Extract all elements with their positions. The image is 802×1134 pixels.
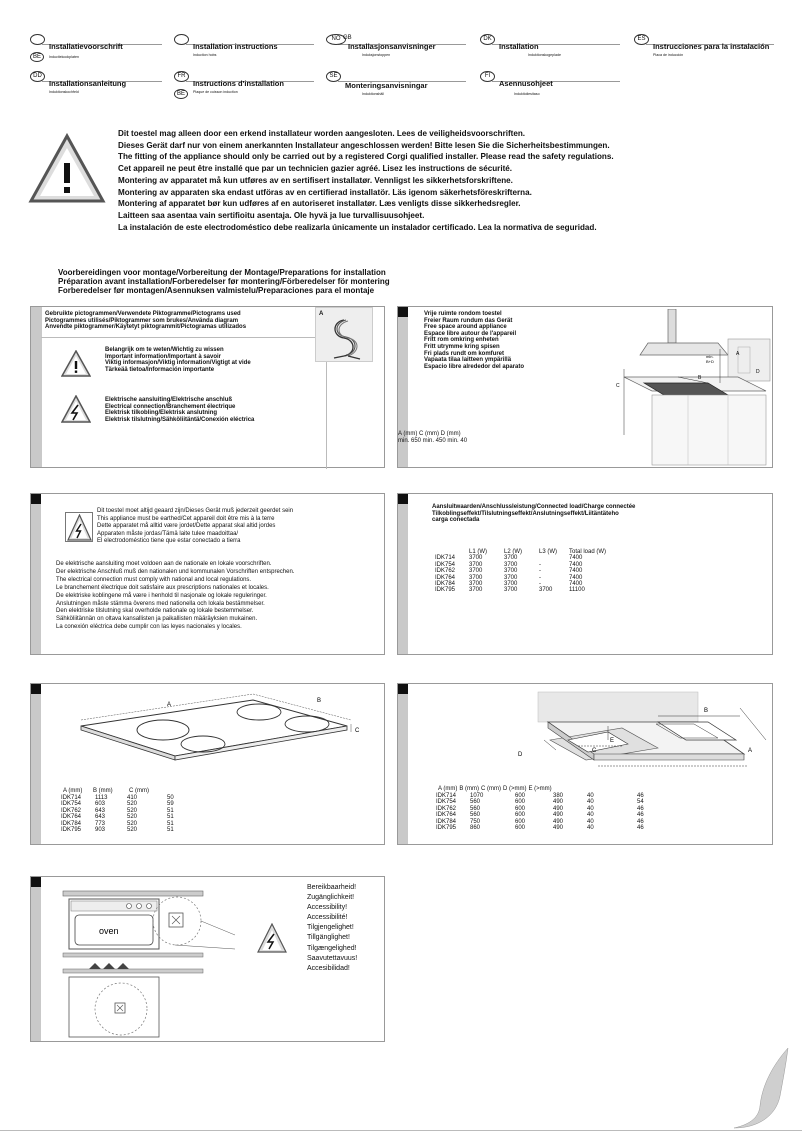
lang-header-nl xyxy=(30,40,162,68)
table-cell: IDK784 xyxy=(436,818,457,825)
table-cell: 7400 xyxy=(569,561,583,568)
column-header: B (mm) xyxy=(459,786,480,792)
table-cell: 600 xyxy=(515,818,526,825)
regulation-line: De elektrische aansluiting moet voldoen aan de nationale en lokale voorschriften. xyxy=(56,561,272,567)
cable-image xyxy=(315,307,373,362)
electrical-regulations xyxy=(56,561,294,632)
accessibility-line: Bereikbaarheid! xyxy=(307,884,357,891)
lang-title: Installationsanleitung xyxy=(49,79,127,88)
lang-subtitle: Induktionskochfeld xyxy=(49,90,79,94)
electrical-line: Electrical connection/Branchement électrique xyxy=(105,403,236,410)
column-header: C (mm) xyxy=(481,786,502,792)
panel-marker xyxy=(31,494,41,504)
accessibility-line: Accessibility! xyxy=(307,904,348,912)
lang-subtitle: Inductiekookplaten xyxy=(49,55,79,59)
language-badge xyxy=(174,34,189,45)
table-cell: 46 xyxy=(637,805,644,812)
lang-header-fi xyxy=(480,73,620,105)
table-cell: 3700 xyxy=(469,581,483,588)
table-cell: 560 xyxy=(470,805,481,812)
free-space-dims-values: min. 650 min. 450 min. 40 xyxy=(398,437,468,444)
table-cell: 51 xyxy=(167,827,174,834)
language-badge: NO xyxy=(326,34,346,45)
preparations-line: Forberedelser før montagen/Asennuksen valmistelu/Preparaciones para el montaje xyxy=(58,286,375,295)
hob-dimension-diagram xyxy=(71,690,371,778)
lang-subtitle: Induction hobs xyxy=(193,53,217,57)
preparations-line: Préparation avant installation/Forberedelser før montering/Förberedelser för montering xyxy=(58,277,390,286)
preparations-line: Voorbereidingen voor montage/Vorbereitung der Montage/Preparations for installation xyxy=(58,268,386,277)
table-cell: 7400 xyxy=(569,568,583,575)
lang-subtitle: Plaque de cuisson induction xyxy=(193,90,238,94)
warning-line: Montering av apparaten ska endast utföras av en certifierad installatör. Läs igenom säkerhetsföreskrifterna. xyxy=(118,187,532,197)
accessibility-line: Tilgængelighed! xyxy=(307,944,357,952)
earthing-panel xyxy=(30,493,385,655)
table-cell: 520 xyxy=(127,827,138,834)
table-cell: 3700 xyxy=(469,587,483,594)
table-cell: IDK762 xyxy=(436,805,457,812)
table-cell: 3700 xyxy=(504,574,518,581)
table-cell: 520 xyxy=(127,814,138,821)
diagram-label-bd: B+D xyxy=(706,359,714,364)
diagram-label-b: B xyxy=(704,708,709,714)
earthing-line: Dette apparatet må alltid være jordet/Dette apparat skal altid jordes xyxy=(97,523,276,530)
diagram-label-a: A xyxy=(748,748,753,754)
panel-side-bar xyxy=(31,494,41,654)
earthing-icon-frame xyxy=(65,512,93,542)
table-cell: 3700 xyxy=(504,581,518,588)
hob-dimensions-panel xyxy=(30,683,385,845)
free-space-line: Espace libre autour de l'appareil xyxy=(424,330,517,337)
important-info-icon xyxy=(61,350,91,377)
table-cell: IDK784 xyxy=(435,581,456,588)
electrical-line: Elektrische aansluiting/Elektrische anschluß xyxy=(105,397,233,403)
warning-line: Montering af apparatet bør kun udføres af en autoriseret installatør. Læs venligts disse sikkerhedsregler. xyxy=(118,199,521,209)
table-cell: 490 xyxy=(553,805,564,812)
column-header: A (mm) xyxy=(438,786,458,792)
free-space-dims xyxy=(398,431,467,444)
cutout-dimensions-table xyxy=(436,786,554,792)
language-badge: FI xyxy=(480,71,495,82)
cutout-dimension-diagram xyxy=(508,688,772,784)
table-cell: 903 xyxy=(95,827,106,834)
free-space-line: Fritt utrymme kring spisen xyxy=(424,343,500,350)
warning-line: Montering av apparatet må kun utføres av en sertifisert installatør. Vennligst les sikkerhetsforskriftene. xyxy=(118,175,513,185)
important-info-line: Important information/Important à savoir xyxy=(105,353,222,360)
warning-line: The fitting of the appliance should only be carried out by a registered Corgi qualified installer. Please read the safety regulations. xyxy=(118,152,614,162)
column-header xyxy=(169,788,171,794)
accessibility-panel xyxy=(30,876,385,1042)
table-cell: 490 xyxy=(553,818,564,825)
connected-load-panel xyxy=(397,493,773,655)
regulation-line: Der elektrische Anschluß muß den nationalen und kommunalen Vorschriften entsprechen. xyxy=(56,568,295,575)
table-cell: 600 xyxy=(515,825,526,832)
table-cell: 40 xyxy=(587,793,594,799)
table-cell: 600 xyxy=(515,812,526,819)
table-cell: IDK795 xyxy=(435,587,456,594)
lang-subtitle: Induktionshäll xyxy=(362,92,384,96)
regulation-line: De elektriske koblingene må være i henhold til nasjonale og lokale reguleringer. xyxy=(56,592,267,599)
table-cell: 7400 xyxy=(569,581,583,588)
table-cell: IDK762 xyxy=(435,568,456,575)
oven-label: oven xyxy=(99,926,119,936)
table-cell: 520 xyxy=(127,801,138,808)
lang-header-gb xyxy=(174,40,314,68)
diagram-label-d: D xyxy=(518,752,523,758)
table-cell: 520 xyxy=(127,820,138,827)
table-cell: 3700 xyxy=(504,568,518,575)
table-cell: 3700 xyxy=(469,568,483,575)
warning-line: Dit toestel mag alleen door een erkend installateur worden aangesloten. Lees de veiligheidsvoorschriften. xyxy=(118,129,526,138)
earthing-notice xyxy=(97,508,293,546)
accessibility-text xyxy=(307,883,357,974)
table-cell: 51 xyxy=(167,814,174,821)
connected-load-heading-line: Aansluitwaarden/Anschlussleistung/Connected load/Charge connectée xyxy=(432,504,636,510)
table-cell: 3700 xyxy=(539,587,553,594)
connected-load-heading-line: Tilkoblingseffekt/Tilslutningseffekt/Anslutningseffekt/Liitäntäteho xyxy=(432,510,619,517)
table-cell: - xyxy=(539,561,541,568)
table-cell: 3700 xyxy=(504,587,518,594)
earthing-line: Dit toestel moet altijd geaard zijn/Dieses Gerät muß jederzeit geerdet sein xyxy=(97,508,294,514)
electrical-line: Elektrisk tilkobling/Elektrisk anslutning xyxy=(105,410,218,417)
table-cell: 410 xyxy=(127,795,138,801)
panel-marker xyxy=(398,684,408,694)
column-header: A (mm) xyxy=(63,788,83,794)
table-cell: IDK714 xyxy=(61,795,82,801)
lang-title: Installatievoorschrift xyxy=(49,42,123,51)
important-info-line: Viktig informasjon/Viktig information/Vigtigt at vide xyxy=(105,360,251,367)
electrical-connection-text xyxy=(105,397,254,423)
table-cell: 3700 xyxy=(504,555,518,562)
cable-label: A xyxy=(319,311,324,317)
language-badge: DK xyxy=(480,34,495,45)
electrical-line: Elektrisk tilslutning/Sähköliitäntä/Conexión eléctrica xyxy=(105,416,255,423)
accessibility-line: Tillgänglighet! xyxy=(307,934,350,942)
table-cell: - xyxy=(539,574,541,581)
lang-header-se xyxy=(326,73,466,105)
regulation-line: Le branchement électrique doit satisfaire aux prescriptions nationales et locales. xyxy=(56,584,269,591)
table-cell: 750 xyxy=(470,818,481,825)
oven-accessibility-diagram xyxy=(59,883,239,1041)
electrical-hazard-icon xyxy=(61,395,91,423)
table-cell: IDK754 xyxy=(61,801,82,808)
bottom-rule xyxy=(0,1130,802,1131)
earthing-line: El electrodoméstico tiene que estar conectado a tierra xyxy=(97,538,241,545)
diagram-label-a: A xyxy=(167,702,172,708)
lang-subtitle: Induktioliesitaso xyxy=(514,92,540,96)
table-cell: IDK764 xyxy=(61,814,82,821)
lang-title: Instrucciones para la instalación xyxy=(653,42,770,51)
language-badge: ES xyxy=(634,34,649,45)
electrical-hazard-icon xyxy=(257,923,287,953)
lang-title: Installasjonsanvisninger xyxy=(348,42,436,51)
diagram-label-c: C xyxy=(592,748,597,754)
table-cell: IDK784 xyxy=(61,820,82,827)
panel-marker xyxy=(31,684,41,694)
table-cell: - xyxy=(539,581,541,588)
table-cell: 490 xyxy=(553,812,564,819)
panel-side-bar xyxy=(398,684,408,844)
hob-dimensions-table xyxy=(61,788,171,794)
table-cell: 600 xyxy=(515,799,526,806)
lang-title: Installation instructions xyxy=(193,42,278,51)
column-header: L3 (W) xyxy=(539,549,557,555)
regulation-line: Sähköliitännän on oltava kansallisten ja paikallisten määräyksien mukainen. xyxy=(56,616,258,623)
warning-line: Cet appareil ne peut être installé que par un technicien gazier agréé. Lisez les instructions de sécurité. xyxy=(118,164,513,174)
table-cell: 7400 xyxy=(569,574,583,581)
regulation-line: Den elektriske tilslutning skal overholde nationale og lokale bestemmelser. xyxy=(56,608,254,615)
table-cell: 860 xyxy=(470,825,481,832)
lang-header-es xyxy=(634,36,774,68)
table-cell: 54 xyxy=(637,799,644,806)
table-cell: 560 xyxy=(470,812,481,819)
table-cell: 51 xyxy=(167,820,174,827)
diagram-label-b: B xyxy=(698,375,702,381)
lang-header-dk xyxy=(480,36,620,68)
table-header-row xyxy=(61,788,171,794)
table-cell: 40 xyxy=(587,818,594,825)
table-cell: 46 xyxy=(637,793,644,799)
language-badge-secondary: BE xyxy=(174,89,188,99)
lang-subtitle: Placa de inducción xyxy=(653,53,684,57)
lang-header-fr xyxy=(174,73,314,105)
language-badge-secondary: BE xyxy=(30,52,44,62)
table-cell: 643 xyxy=(95,807,106,814)
diagram-label-d: D xyxy=(756,369,760,375)
lang-title: Asennusohjeet xyxy=(499,79,553,88)
free-space-line: Fritt rom omkring enheten xyxy=(424,337,499,344)
table-cell: 40 xyxy=(587,805,594,812)
lang-title: Instructions d'installation xyxy=(193,79,284,88)
table-cell: 40 xyxy=(587,799,594,806)
pictograms-heading-line: Anvendte piktogrammer/Käytetyt piktogrammit/Pictogramas utilizados xyxy=(45,324,247,331)
panel-side-bar xyxy=(31,877,41,1041)
accessibility-line: Accesibilidad! xyxy=(307,964,350,972)
pictograms-panel xyxy=(30,306,385,468)
table-cell: 490 xyxy=(553,799,564,806)
warning-line: Dieses Gerät darf nur von einem anerkannten Installateur angeschlossen werden! Bitte lesen Sie die Sicherheitsbestimmungen. xyxy=(118,140,610,150)
table-cell: 1070 xyxy=(470,793,484,799)
table-cell: 40 xyxy=(587,812,594,819)
diagram-label-min: min. xyxy=(706,354,714,359)
accessibility-line: Zugänglichkeit! xyxy=(307,894,355,902)
preparations-heading xyxy=(58,268,390,295)
free-space-line: Free space around appliance xyxy=(424,324,507,331)
table-row xyxy=(436,825,646,831)
diagram-label-a: A xyxy=(736,351,740,357)
accessibility-line: Tilgjengelighet! xyxy=(307,924,354,932)
pictograms-heading-line: Pictogrammes utilisés/Piktogrammer som brukes/Använda diagram xyxy=(45,317,239,324)
lang-header-no xyxy=(326,35,466,68)
table-cell: 50 xyxy=(167,795,174,801)
earthing-line: This appliance must be earthed/Cet appareil doit être mis à la terre xyxy=(97,515,275,522)
language-badge-overlay: GB xyxy=(343,35,352,41)
language-badge: SE xyxy=(326,71,341,82)
table-cell: 773 xyxy=(95,820,106,827)
free-space-text xyxy=(424,311,524,370)
column-header: D (>mm) xyxy=(503,786,527,792)
column-header: L1 (W) xyxy=(469,549,487,555)
warning-line: La instalación de este electrodoméstico debe realizarla únicamente un instalador certificado. Lea la normativa de seguridad. xyxy=(118,222,597,232)
diagram-label-e: E xyxy=(610,738,615,744)
panel-side-bar xyxy=(31,684,41,844)
column-header: E (>mm) xyxy=(528,786,552,792)
table-cell: - xyxy=(539,568,541,575)
table-cell: 600 xyxy=(515,805,526,812)
panel-marker xyxy=(398,494,408,504)
language-badge xyxy=(30,34,45,45)
hob-dimensions-rows xyxy=(61,795,176,833)
lang-subtitle: Induksjonstoppen xyxy=(362,53,391,57)
cutout-dimensions-rows xyxy=(436,793,646,831)
table-cell: 3700 xyxy=(504,561,518,568)
warning-triangle-icon xyxy=(28,133,106,205)
lang-header-de xyxy=(30,73,162,105)
free-space-line: Vapaata tilaa laitteen ympärillä xyxy=(424,357,512,364)
free-space-line: Vrije ruimte rondom toestel xyxy=(424,311,502,317)
table-row xyxy=(61,827,176,833)
table-cell: IDK764 xyxy=(436,812,457,819)
table-cell: 600 xyxy=(515,793,526,799)
page-curl-decoration xyxy=(732,1046,792,1130)
table-cell: 46 xyxy=(637,818,644,825)
important-info-line: Belangrijk om te weten/Wichtig zu wissen xyxy=(105,347,224,353)
language-badge: FR xyxy=(174,71,189,82)
accessibility-line: Saavutettavuus! xyxy=(307,954,358,962)
table-cell: 560 xyxy=(470,799,481,806)
table-cell: 3700 xyxy=(469,561,483,568)
table-cell: 1113 xyxy=(95,795,108,801)
panel-side-bar xyxy=(398,494,408,654)
lang-title: Monteringsanvisningar xyxy=(345,81,428,90)
table-cell: 46 xyxy=(637,825,644,832)
table-cell: 3700 xyxy=(469,555,483,562)
table-cell: 603 xyxy=(95,801,106,808)
table-header-row xyxy=(436,786,554,792)
safety-warning xyxy=(118,128,614,233)
panel-marker xyxy=(31,877,41,887)
lang-title: Installation xyxy=(499,42,539,51)
diagram-label-c: C xyxy=(355,728,360,734)
free-space-dims-header: A (mm) C (mm) D (mm) xyxy=(398,431,461,437)
column-header: Total load (W) xyxy=(569,549,607,555)
table-cell: IDK754 xyxy=(436,799,457,806)
free-space-line: Freier Raum rundum das Gerät xyxy=(424,317,513,324)
table-cell: IDK754 xyxy=(435,561,456,568)
diagram-label-c: C xyxy=(616,383,620,389)
table-cell: IDK795 xyxy=(436,825,457,832)
regulation-line: The electrical connection must comply with national and local regulations. xyxy=(56,576,252,583)
diagram-label-b: B xyxy=(317,698,322,704)
column-header: C (mm) xyxy=(129,788,149,794)
table-cell: 59 xyxy=(167,801,174,808)
table-row xyxy=(435,587,608,593)
connected-load-heading xyxy=(432,504,635,524)
regulation-line: La conexión eléctrica debe cumplir con las leyes nacionales y locales. xyxy=(56,624,242,631)
column-header: B (mm) xyxy=(93,788,113,794)
panel-marker xyxy=(398,307,408,317)
table-cell: 40 xyxy=(587,825,594,832)
electrical-hazard-icon xyxy=(67,514,92,541)
table-cell: 520 xyxy=(127,807,138,814)
table-cell: 380 xyxy=(553,793,564,799)
free-space-line: Espacio libre alrededor del aparato xyxy=(424,363,525,370)
cutout-dimensions-panel xyxy=(397,683,773,845)
table-cell: 11100 xyxy=(569,587,585,594)
table-cell: 490 xyxy=(553,825,564,832)
power-cable-icon xyxy=(322,316,368,360)
table-cell: IDK764 xyxy=(435,574,456,581)
earthing-line: Apparaten måste jordas/Tämä laite tulee maadoittaa/ xyxy=(97,530,239,537)
table-cell: 3700 xyxy=(469,574,483,581)
kitchen-clearance-diagram xyxy=(588,309,772,467)
pictograms-heading-line: Gebruikte pictogrammen/Verwendete Piktogramme/Pictograms used xyxy=(45,311,241,317)
important-info-text xyxy=(105,347,251,373)
table-cell: 51 xyxy=(167,807,174,814)
free-space-line: Fri plads rundt om komfuret xyxy=(424,350,505,357)
connected-load-heading-line: carga conectada xyxy=(432,517,480,524)
table-cell: IDK714 xyxy=(435,555,456,562)
table-cell: IDK714 xyxy=(436,793,457,799)
regulation-line: Anslutningen måste stämma överens med nationella och lokala bestämmelser. xyxy=(56,600,265,607)
table-cell: IDK795 xyxy=(61,827,82,834)
table-cell: IDK762 xyxy=(61,807,82,814)
free-space-panel xyxy=(397,306,773,468)
accessibility-line: Accessibilité! xyxy=(307,914,348,922)
connected-load-table xyxy=(435,549,608,594)
table-cell: 46 xyxy=(637,812,644,819)
column-header: L2 (W) xyxy=(504,549,522,555)
table-cell: 643 xyxy=(95,814,106,821)
language-badge: DD xyxy=(30,71,45,82)
table-cell: 7400 xyxy=(569,555,583,562)
lang-subtitle: Induktionskogeplade xyxy=(528,53,561,57)
warning-line: Laitteen saa asentaa vain sertifioitu asentaja. Ole hyvä ja lue turvallisuusohjeet. xyxy=(118,210,425,220)
important-info-line: Tärkeää tietoa/Información importante xyxy=(105,366,215,373)
